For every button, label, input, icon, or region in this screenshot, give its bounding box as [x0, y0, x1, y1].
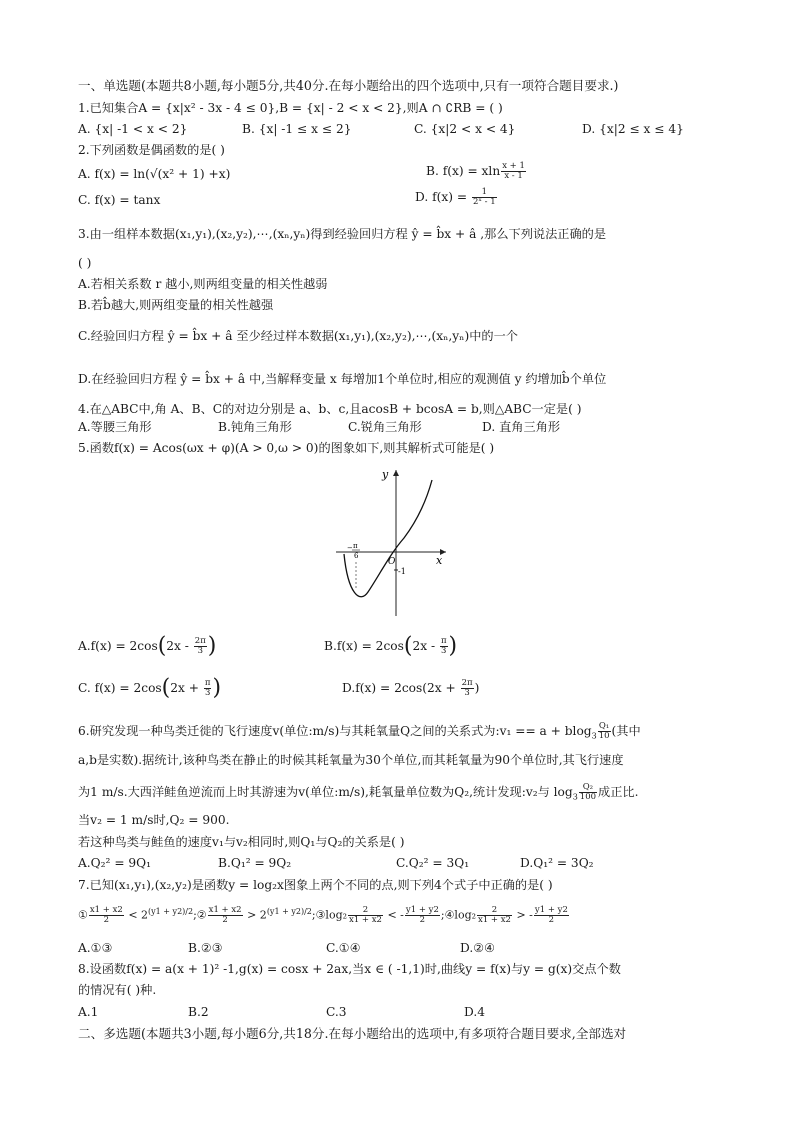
- q5-c-pre: C. f(x) = 2cos: [78, 681, 162, 695]
- q5-function-graph: [330, 464, 454, 620]
- q8-option-a[interactable]: A.1: [78, 1005, 99, 1019]
- q7-i2-frac: [208, 906, 243, 925]
- q6-l1-den: 10: [598, 731, 610, 741]
- q5-d-den: 3: [464, 688, 470, 698]
- q5-c-frac: [204, 679, 212, 698]
- q4-option-a[interactable]: A.等腰三角形: [78, 420, 152, 434]
- q6-l3-sub: 3: [572, 792, 578, 802]
- q3-stem: 3.由一组样本数据(x₁,y₁),(x₂,y₂),⋯,(xₙ,yₙ)得到经验回归方程 ŷ = b̂x + â ,那么下列说法正确的是: [78, 227, 607, 241]
- tick-minus: −: [347, 544, 353, 552]
- origin-label: O: [388, 557, 396, 567]
- q5-c-den: 3: [204, 688, 211, 698]
- q2-option-d-fraction: [472, 188, 497, 207]
- q4-option-c[interactable]: C.锐角三角形: [348, 420, 422, 434]
- cosine-curve: [344, 480, 432, 597]
- q2-option-b-fraction: [501, 162, 526, 181]
- q2-stem: 2.下列函数是偶函数的是( ): [78, 143, 225, 157]
- q5-a-pre: A.f(x) = 2cos: [78, 639, 158, 653]
- q5-a-in: 2x -: [166, 639, 193, 653]
- q8-option-d[interactable]: D.4: [464, 1005, 485, 1019]
- q6-l3-frac: [579, 783, 597, 802]
- q7-i2-pre: ;②: [193, 908, 207, 922]
- q5-d-num: 2π: [461, 678, 473, 688]
- q6-option-c[interactable]: C.Q₂² = 3Q₁: [396, 856, 470, 870]
- q8-stem: 8.设函数f(x) = a(x + 1)² -1,g(x) = cosx + 2ax,当x ∈ ( -1,1)时,曲线y = f(x)与y = g(x)交点个数: [78, 962, 621, 976]
- q7-i3-pre: ;③log₂: [311, 908, 348, 922]
- q4-option-b[interactable]: B.钝角三角形: [218, 420, 292, 434]
- y-axis-arrow: [393, 470, 399, 476]
- q7-i3-num: 2: [348, 906, 383, 916]
- q1-option-c[interactable]: C. {x|2 < x < 4}: [414, 122, 516, 136]
- q5-c-num: π: [204, 678, 211, 688]
- q7-i3-den: x1 + x2: [349, 915, 382, 925]
- q7-i1-exp: (y1 + y2)/2: [148, 906, 194, 916]
- q8-stem-2: 的情况有( )种.: [78, 983, 157, 997]
- q5-option-d[interactable]: [342, 679, 479, 698]
- q2-option-d[interactable]: [415, 188, 498, 207]
- q6-l3-post: 成正比.: [598, 785, 639, 799]
- q7-i4-frac2: [534, 906, 569, 925]
- q8-option-b[interactable]: B.2: [188, 1005, 209, 1019]
- q6-l3-num: Q₂: [579, 783, 597, 793]
- q5-option-b[interactable]: B.f(x) = 2cos(2x - $\frac{\pi}{3}$ ): [324, 633, 458, 659]
- q2-d-num: 1: [472, 188, 497, 198]
- q5-b-den: 3: [441, 646, 447, 656]
- q3-option-a[interactable]: A.若相关系数 r 越小,则两组变量的相关性越弱: [78, 277, 328, 291]
- q7-i3-mid: < -: [387, 908, 404, 922]
- q2-d-den: 2ˣ - 1: [472, 197, 496, 207]
- q7-stem: 7.已知(x₁,y₁),(x₂,y₂)是函数y = log₂x图象上两个不同的点,则下列4个式子中正确的是( ): [78, 878, 553, 892]
- q3-option-b[interactable]: B.若b̂越大,则两组变量的相关性越强: [78, 298, 274, 312]
- q5-d-post: ): [474, 681, 480, 695]
- q5-a-frac: [194, 637, 207, 656]
- q1-stem: 1.已知集合A = {x|x² - 3x - 4 ≤ 0},B = {x| - 2 < x < 2},则A ∩ ∁RB = ( ): [78, 101, 503, 115]
- q7-i2-exp: (y1 + y2)/2: [266, 906, 312, 916]
- q7-option-d[interactable]: D.②④: [460, 941, 496, 955]
- y-tick-label: -1: [398, 567, 406, 576]
- q7-i1-frac: [89, 906, 124, 925]
- q5-b-pre: B.f(x) = 2cos: [324, 639, 404, 653]
- q2-option-a[interactable]: A. f(x) = ln(√(x² + 1) +x): [78, 167, 231, 181]
- q5-stem: 5.函数f(x) = Acos(ωx + φ)(A > 0,ω > 0)的图象如下,则其解析式可能是( ): [78, 441, 495, 455]
- q5-a-num: 2π: [194, 636, 206, 646]
- q2-option-c[interactable]: C. f(x) = tanx: [78, 193, 161, 207]
- q2-option-d-text: D. f(x) =: [415, 190, 471, 204]
- q5-d-pre: D.f(x) = 2cos(2x +: [342, 681, 460, 695]
- q2-option-b-text: B. f(x) = xln: [426, 164, 501, 178]
- q6-line-3: [78, 783, 638, 802]
- q6-option-d[interactable]: D.Q₁² = 3Q₂: [520, 856, 594, 870]
- q3-option-c[interactable]: C.经验回归方程 ŷ = b̂x + â 至少经过样本数据(x₁,y₁),(x₂,y₂),⋯,(xₙ,yₙ)中的一个: [78, 329, 518, 343]
- tick-six: 6: [354, 552, 359, 560]
- q5-a-den: 3: [197, 646, 203, 656]
- q7-i4-num2: y1 + y2: [534, 905, 568, 915]
- q7-i2-mid: > 2: [247, 908, 267, 922]
- y-axis-label: y: [382, 468, 389, 481]
- q5-b-num: π: [440, 636, 447, 646]
- q6-l1-sub: 3: [591, 731, 597, 741]
- q3-option-d[interactable]: D.在经验回归方程 ŷ = b̂x + â 中,当解释变量 x 每增加1个单位时,相应的观测值 y 约增加b̂个单位: [78, 372, 607, 386]
- q7-i4-num: 2: [477, 906, 512, 916]
- q6-l3-pre: 为1 m/s.大西洋鲑鱼逆流而上时其游速为v(单位:m/s),耗氧量单位数为Q₂,统计发现:v₂与 log: [78, 785, 573, 799]
- q6-l1-num: Q₁: [598, 721, 610, 731]
- section-2-heading: 二、多选题(本题共3小题,每小题6分,共18分.在每小题给出的选项中,有多项符合题目要求,全部选对: [78, 1026, 627, 1041]
- q7-i2-den: 2: [222, 915, 228, 925]
- q5-option-c[interactable]: C. f(x) = 2cos(2x + $\frac{\pi}{3}$ ): [78, 675, 222, 701]
- q6-l3-den: 100: [579, 792, 597, 802]
- q6-option-b[interactable]: B.Q₁² = 9Q₂: [218, 856, 292, 870]
- q7-i3-den2: 2: [419, 915, 426, 925]
- q1-option-d[interactable]: D. {x|2 ≤ x ≤ 4}: [582, 122, 684, 136]
- q7-i1-mid: < 2: [128, 908, 149, 922]
- q2-b-den: x - 1: [504, 171, 523, 181]
- q1-option-a[interactable]: A. {x| -1 < x < 2}: [78, 122, 188, 136]
- q7-option-a[interactable]: A.①③: [78, 941, 113, 955]
- q6-l1-frac: [598, 722, 611, 741]
- q6-line-4: 当v₂ = 1 m/s时,Q₂ = 900.: [78, 813, 230, 827]
- q7-i4-pre: ;④log₂: [440, 908, 477, 922]
- q7-i1-num: x1 + x2: [89, 905, 123, 915]
- q3-answer-paren: ( ): [78, 256, 92, 270]
- q5-d-frac: [461, 679, 474, 698]
- q7-i1-pre: ①: [78, 908, 88, 922]
- q5-option-a[interactable]: A.f(x) = 2cos(2x - $\frac{2\pi}{3}$ ): [78, 633, 217, 659]
- q7-i2-num: x1 + x2: [208, 905, 242, 915]
- q4-option-d[interactable]: D. 直角三角形: [482, 420, 561, 434]
- q7-i4-frac: [477, 906, 512, 925]
- section-1-heading: 一、单选题(本题共8小题,每小题5分,共40分.在每小题给出的四个选项中,只有一项符合题目要求.): [78, 78, 619, 93]
- q6-line-5: 若这种鸟类与鲑鱼的速度v₁与v₂相同时,则Q₁与Q₂的关系是( ): [78, 835, 405, 849]
- q6-line-2: a,b是实数).据统计,该种鸟类在静止的时候其耗氧量为30个单位,而其耗氧量为90个单位时,其飞行速度: [78, 753, 624, 767]
- q6-l1-post: (其中: [611, 724, 641, 738]
- q5-c-in: 2x +: [170, 681, 203, 695]
- tick-pi: π: [353, 542, 358, 550]
- q6-line-1: [78, 722, 641, 741]
- q4-stem: 4.在△ABC中,角 A、B、C的对边分别是 a、b、c,且acosB + bcosA = b,则△ABC一定是( ): [78, 402, 582, 416]
- q7-option-b[interactable]: B.②③: [188, 941, 223, 955]
- q7-statements: [78, 906, 570, 925]
- q7-i1-den: 2: [103, 915, 110, 925]
- q7-option-c[interactable]: C.①④: [326, 941, 361, 955]
- q2-b-num: x + 1: [502, 161, 525, 171]
- q8-option-c[interactable]: C.3: [326, 1005, 347, 1019]
- q7-i3-frac2: [405, 906, 440, 925]
- x-axis-label: x: [436, 554, 443, 567]
- q5-b-frac: [440, 637, 448, 656]
- q5-b-in: 2x -: [412, 639, 439, 653]
- q6-option-a[interactable]: A.Q₂² = 9Q₁: [78, 856, 152, 870]
- q7-i4-den: x1 + x2: [478, 915, 511, 925]
- q7-i3-frac: [348, 906, 383, 925]
- q6-l1-pre: 6.研究发现一种鸟类迁徙的飞行速度v(单位:m/s)与其耗氧量Q之间的关系式为:v₁ == a + blog: [78, 724, 592, 738]
- q1-option-b[interactable]: B. {x| -1 ≤ x ≤ 2}: [242, 122, 352, 136]
- q7-i3-num2: y1 + y2: [405, 905, 439, 915]
- q7-i4-mid: > -: [516, 908, 533, 922]
- q7-i4-den2: 2: [548, 915, 555, 925]
- q2-option-b[interactable]: [426, 162, 527, 181]
